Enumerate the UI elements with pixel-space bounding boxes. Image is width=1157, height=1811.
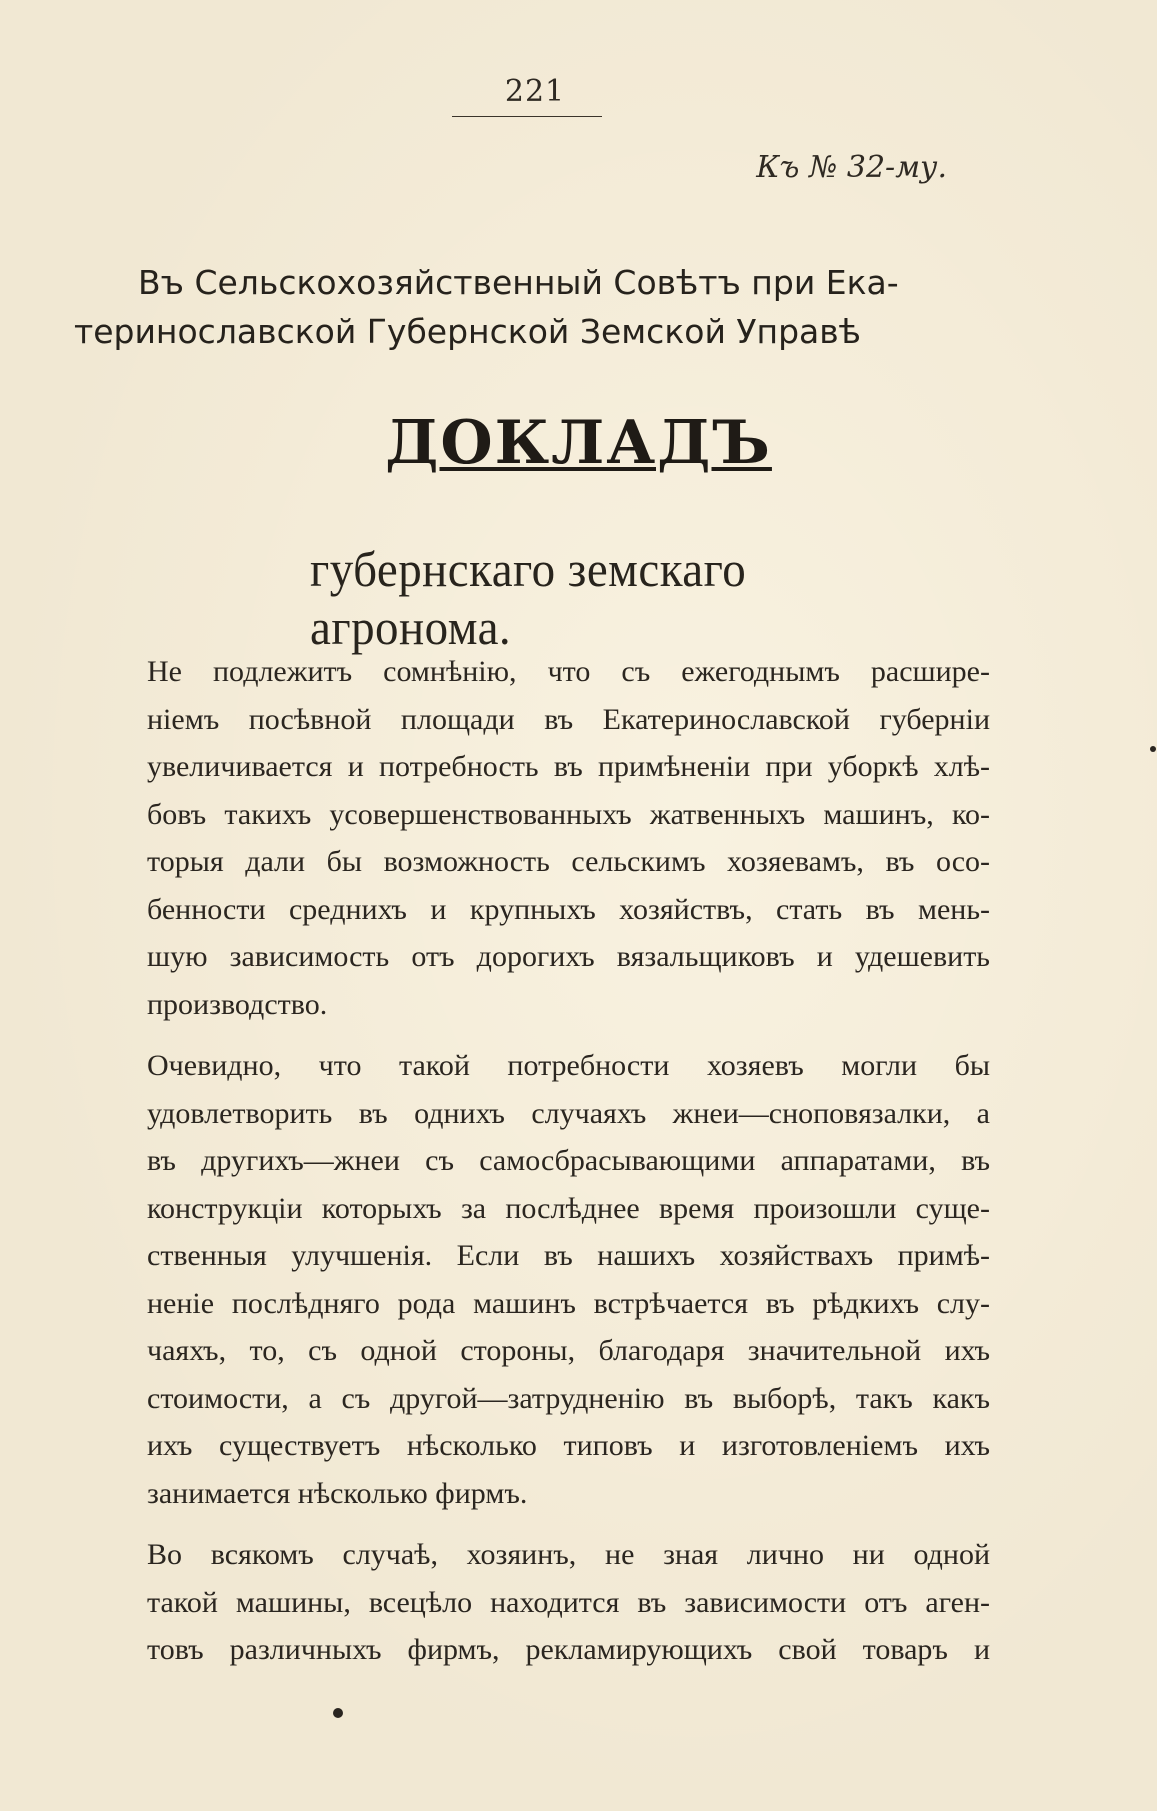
- paragraph-2: [75, 1042, 990, 1517]
- text-line: занимается нѣсколько фирмъ.: [147, 1476, 528, 1510]
- footer-ink-mark: [333, 1708, 343, 1718]
- address-line-1: Въ Сельскохозяйственный Совѣтъ при Ека-: [138, 263, 899, 302]
- address-line-2: теринославской Губернской Земской Управѣ: [74, 312, 861, 351]
- text-line: бовъ такихъ усовершенствованныхъ жатвенныхъ машинъ, ко-: [147, 797, 990, 831]
- margin-ink-dot: [1150, 746, 1156, 752]
- document-subtitle: губернскаго земскаго агронома.: [310, 541, 747, 655]
- text-line: шую зависимость отъ дорогихъ вязальщиковъ и удешевить: [147, 940, 990, 973]
- text-line: увеличивается и потребность въ примѣненіи при уборкѣ хлѣ-: [147, 750, 990, 783]
- text-line: въ другихъ—жнеи съ самосбрасывающими аппаратами, въ: [147, 1144, 990, 1177]
- text-line: такой машины, всецѣло находится въ зависимости отъ аген-: [147, 1585, 990, 1619]
- text-line: Во всякомъ случаѣ, хозяинъ, не зная лично ни одной: [147, 1538, 990, 1571]
- text-line: конструкціи которыхъ за послѣднее время произошли суще-: [147, 1191, 990, 1225]
- page-number: 221: [504, 74, 566, 109]
- text-line: стоимости, а съ другой—затрудненію въ выборѣ, такъ какъ: [147, 1381, 990, 1415]
- text-line: Очевидно, что такой потребности хозяевъ могли бы: [147, 1049, 990, 1082]
- body-text: [75, 648, 990, 1674]
- text-line: Не подлежитъ сомнѣнію, что съ ежегоднымъ расшире-: [147, 655, 990, 688]
- text-line: товъ различныхъ фирмъ, рекламирующихъ свой товаръ и: [147, 1633, 990, 1666]
- text-line: неніе послѣдняго рода машинъ встрѣчается въ рѣдкихъ слу-: [147, 1286, 990, 1320]
- text-line: ихъ существуетъ нѣсколько типовъ и изготовленіемъ ихъ: [147, 1429, 990, 1462]
- text-line: чаяхъ, то, съ одной стороны, благодаря значительной ихъ: [147, 1334, 990, 1367]
- text-line: ственныя улучшенія. Если въ нашихъ хозяйствахъ примѣ-: [147, 1239, 990, 1272]
- page-number-rule: [452, 116, 602, 117]
- text-line: торыя дали бы возможность сельскимъ хозяевамъ, въ осо-: [147, 845, 990, 878]
- text-line: бенности среднихъ и крупныхъ хозяйствъ, стать въ мень-: [147, 892, 990, 926]
- address-block: [74, 258, 994, 356]
- text-line: удовлетворить въ однихъ случаяхъ жнеи—сноповязалки, а: [147, 1096, 990, 1130]
- reference-note: Къ № 32-му.: [756, 150, 947, 185]
- paragraph-1: [75, 648, 990, 1028]
- paragraph-3: [75, 1531, 990, 1674]
- text-line: производство.: [147, 987, 328, 1021]
- text-line: ніемъ посѣвной площади въ Екатеринославской губерніи: [147, 702, 990, 736]
- document-title: ДОКЛАДЪ: [385, 408, 772, 478]
